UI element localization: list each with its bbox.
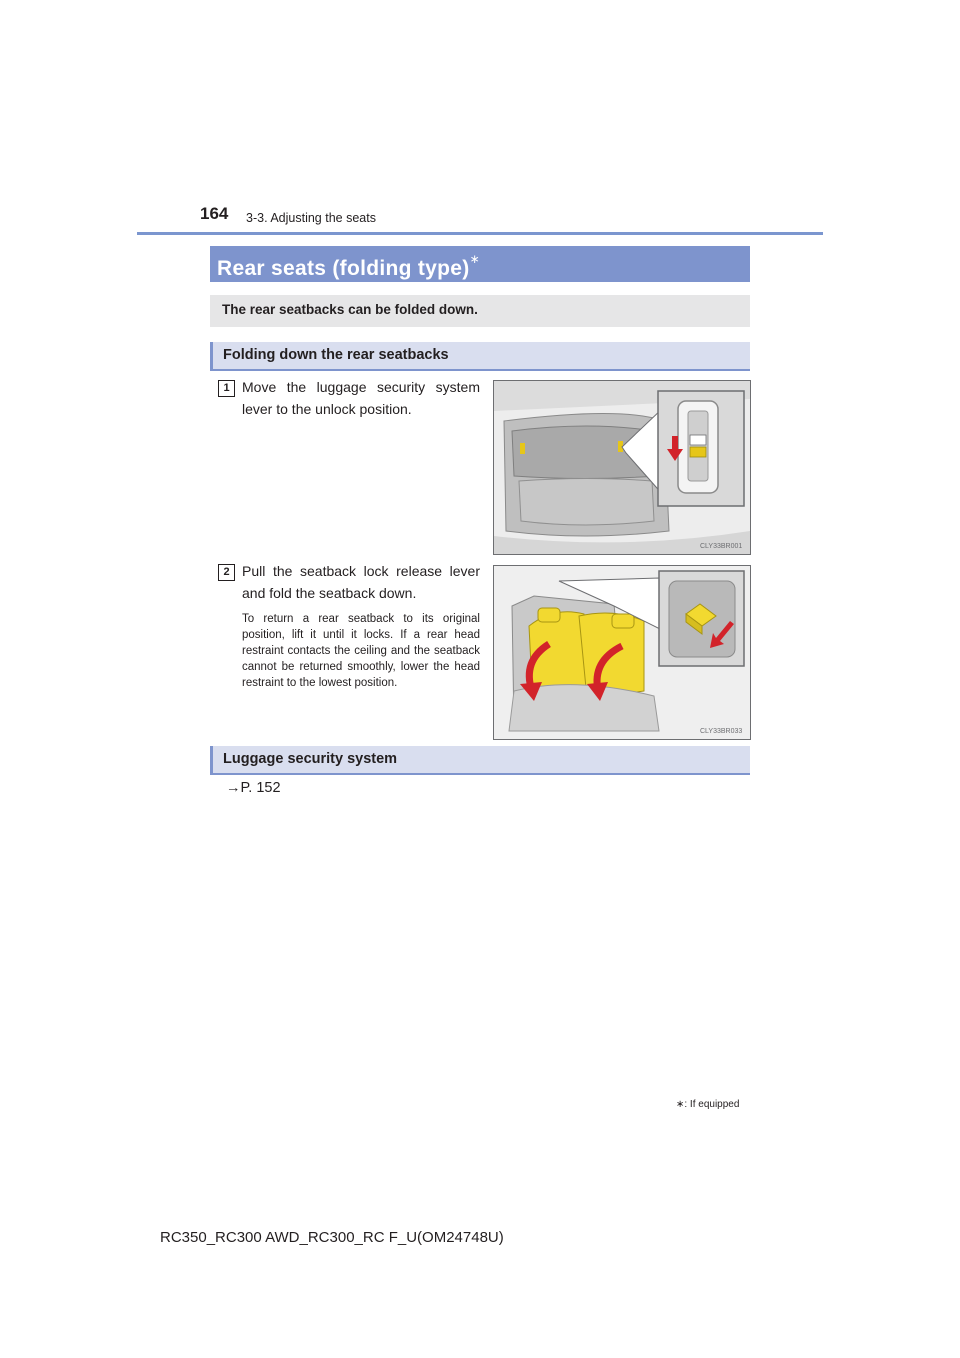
figure-trunk-lever xyxy=(493,380,751,555)
page-title xyxy=(210,246,750,282)
seat-illustration xyxy=(494,566,750,739)
step-number-2: 2 xyxy=(218,564,235,581)
figure-code-1: CLY33BR001 xyxy=(700,543,743,550)
footer-document-id: RC350_RC300 AWD_RC300_RC F_U(OM24748U) xyxy=(160,1229,504,1246)
figure-seat-fold xyxy=(493,565,751,740)
step-number-1: 1 xyxy=(218,380,235,397)
page-title-text: Rear seats (folding type) xyxy=(217,257,470,280)
intro-box: The rear seatbacks can be folded down. xyxy=(210,295,750,327)
page-reference-link[interactable]: →P. 152 xyxy=(226,780,281,796)
step-2-text: Pull the seatback lock release lever and fold the seatback down. xyxy=(242,563,480,601)
header-rule xyxy=(137,232,823,235)
step-2-note: To return a rear seatback to its original position, lift it until it locks. If a rear head restraint contacts the ceiling and the seatback cannot be returned smoothly, lower the head restraint to the lowest position. xyxy=(242,613,480,689)
subheading-folding: Folding down the rear seatbacks xyxy=(210,342,750,371)
page-number: 164 xyxy=(200,204,229,223)
footnote: ∗: If equipped xyxy=(676,1099,740,1110)
subheading-luggage: Luggage security system xyxy=(210,746,750,775)
step-1-text: Move the luggage security system lever to the unlock position. xyxy=(242,379,480,417)
figure-code-2: CLY33BR033 xyxy=(700,728,743,735)
trunk-illustration xyxy=(494,381,750,554)
if-equipped-marker: ∗ xyxy=(469,252,480,266)
section-label: 3-3. Adjusting the seats xyxy=(246,211,376,225)
